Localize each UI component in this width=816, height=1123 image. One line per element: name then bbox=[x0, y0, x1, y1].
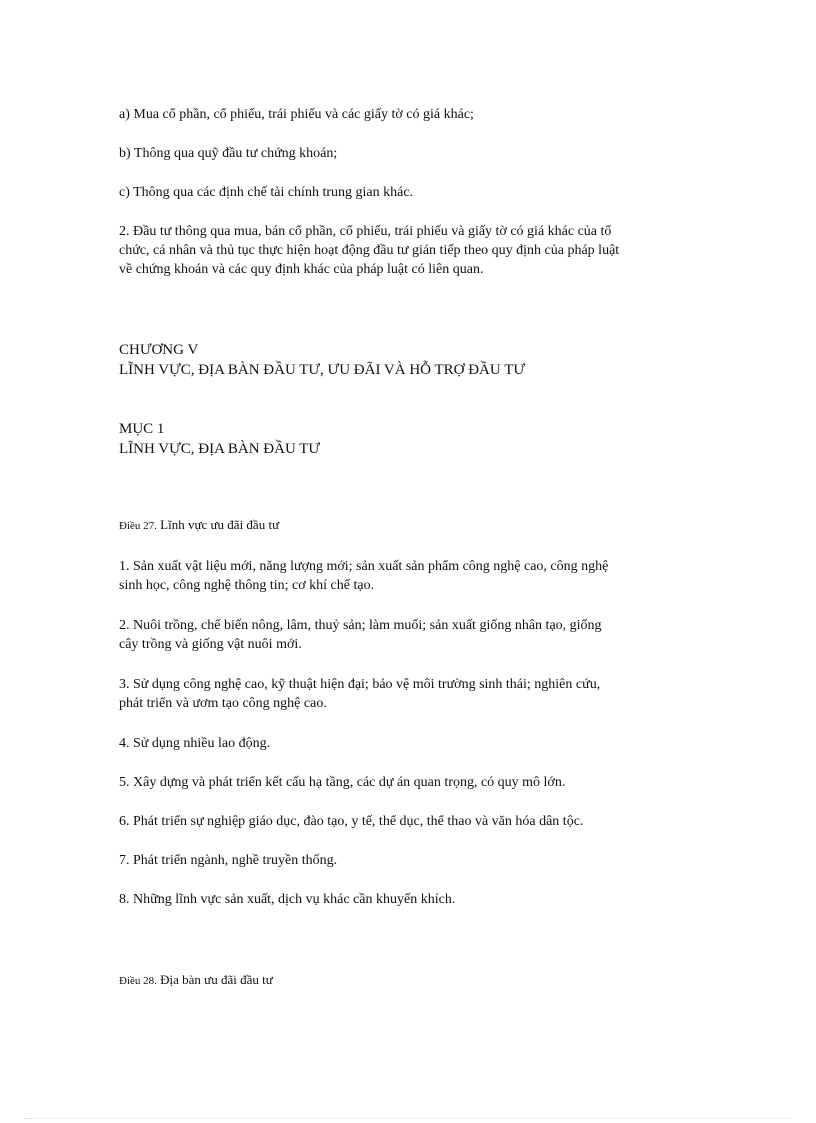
article-27-item-4: 4. Sử dụng nhiều lao động. bbox=[119, 736, 271, 751]
page-bottom-divider bbox=[24, 1118, 792, 1119]
intro-item-c: c) Thông qua các định chế tài chính trung gian khác. bbox=[119, 185, 414, 200]
article-27-heading bbox=[119, 515, 699, 536]
chapter-number: CHƯƠNG V bbox=[119, 342, 199, 358]
article-27-item-2: 2. Nuôi trồng, chế biến nông, lâm, thuỷ sản; làm muối; sản xuất giống nhân tạo, giống cây trồng và giống vật nuôi mới. bbox=[119, 618, 602, 652]
article-28-heading bbox=[119, 970, 699, 991]
article-28-prefix: Điều 28. bbox=[119, 975, 157, 987]
intro-item-b: b) Thông qua quỹ đầu tư chứng khoán; bbox=[119, 146, 338, 161]
paragraph-2: 2. Đầu tư thông qua mua, bán cổ phần, cổ phiếu, trái phiếu và giấy tờ có giá khác của tổ chức, cá nhân và thủ tục thực hiện hoạt động đầu tư gián tiếp theo quy định của pháp luật về chứng khoán và các quy định khác của pháp luật có liên quan. bbox=[119, 224, 620, 277]
article-27-item-5: 5. Xây dựng và phát triển kết cấu hạ tầng, các dự án quan trọng, có quy mô lớn. bbox=[119, 775, 566, 790]
article-27-item-3: 3. Sử dụng công nghệ cao, kỹ thuật hiện đại; bảo vệ môi trường sinh thái; nghiên cứu, phát triển và ươm tạo công nghệ cao. bbox=[119, 677, 601, 711]
article-27-title: Lĩnh vực ưu đãi đầu tư bbox=[160, 517, 280, 532]
article-28-title: Địa bàn ưu đãi đầu tư bbox=[160, 972, 273, 987]
article-27-item-6: 6. Phát triển sự nghiệp giáo dục, đào tạo, y tế, thể dục, thể thao và văn hóa dân tộc. bbox=[119, 814, 584, 829]
article-27-item-8: 8. Những lĩnh vực sản xuất, dịch vụ khác cần khuyến khích. bbox=[119, 892, 456, 907]
section-number: MỤC 1 bbox=[119, 421, 165, 437]
chapter-title: LĨNH VỰC, ĐỊA BÀN ĐẦU TƯ, ƯU ĐÃI VÀ HỖ TRỢ ĐẦU TƯ bbox=[119, 362, 526, 378]
article-27-prefix: Điều 27. bbox=[119, 520, 157, 532]
intro-item-a: a) Mua cổ phần, cổ phiếu, trái phiếu và các giấy tờ có giá khác; bbox=[119, 107, 474, 122]
article-27-item-7: 7. Phát triển ngành, nghề truyền thống. bbox=[119, 853, 338, 868]
article-27-item-1: 1. Sản xuất vật liệu mới, năng lượng mới; sản xuất sản phẩm công nghệ cao, công nghệ sinh học, công nghệ thông tin; cơ khí chế tạo. bbox=[119, 559, 609, 593]
section-title: LĨNH VỰC, ĐỊA BÀN ĐẦU TƯ bbox=[119, 441, 321, 457]
